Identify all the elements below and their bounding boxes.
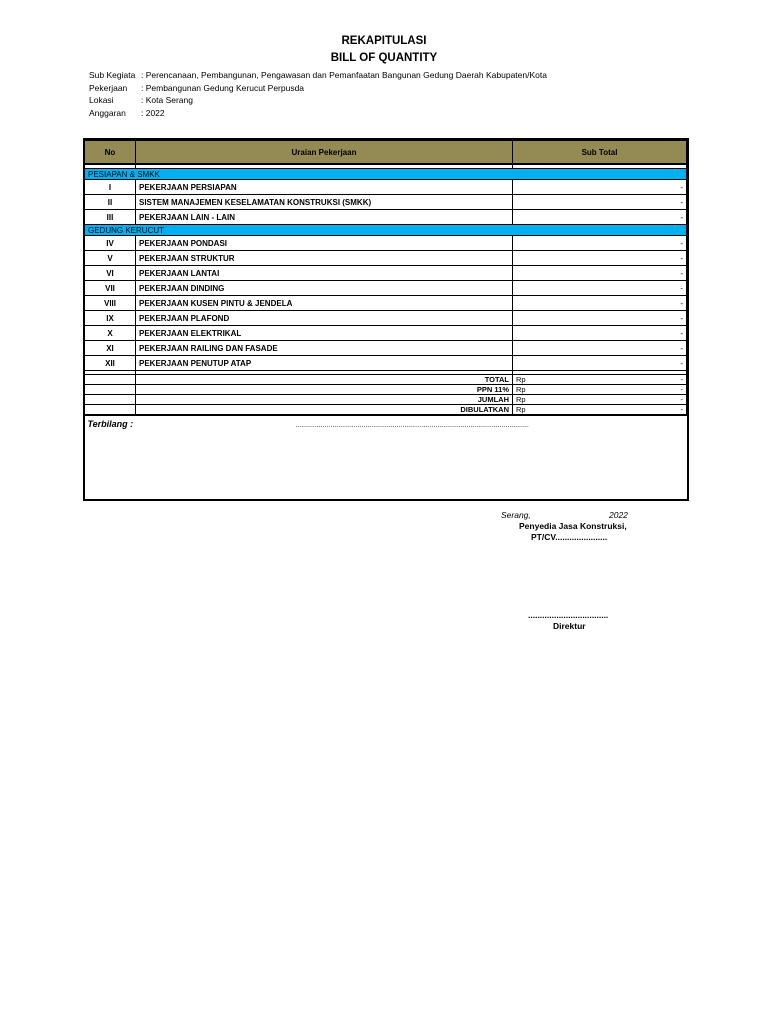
section-persiapan-items xyxy=(85,180,687,225)
item-description: PEKERJAAN LAIN - LAIN xyxy=(136,210,513,225)
summary-label: PPN 11% xyxy=(136,385,513,395)
meta-key: Sub Kegiata xyxy=(89,70,136,80)
table-row xyxy=(85,195,687,210)
item-description: PEKERJAAN PERSIAPAN xyxy=(136,180,513,195)
item-no: VIII xyxy=(85,296,136,311)
item-description: PEKERJAAN PONDASI xyxy=(136,236,513,251)
item-description: SISTEM MANAJEMEN KESELAMATAN KONSTRUKSI (SMKK) xyxy=(136,195,513,210)
summary-rows xyxy=(85,375,687,416)
meta-value: : Pembangunan Gedung Kerucut Perpusda xyxy=(141,82,305,93)
table-row xyxy=(85,180,687,195)
sign-provider: Penyedia Jasa Konstruksi, xyxy=(519,521,627,531)
summary-currency: Rp xyxy=(516,385,526,394)
item-subtotal: - xyxy=(513,281,687,296)
item-no: III xyxy=(85,210,136,225)
meta-value: : Perencanaan, Pembangunan, Pengawasan dan Pemanfaatan Bangunan Gedung Daerah Kabupaten/Kota xyxy=(141,70,547,80)
item-description: PEKERJAAN KUSEN PINTU & JENDELA xyxy=(136,296,513,311)
item-subtotal: - xyxy=(513,341,687,356)
item-description: PEKERJAAN RAILING DAN FASADE xyxy=(136,341,513,356)
item-subtotal: - xyxy=(513,266,687,281)
meta-value: : Kota Serang xyxy=(141,95,193,106)
section-header xyxy=(85,225,687,236)
item-description: PEKERJAAN PENUTUP ATAP xyxy=(136,356,513,371)
item-no: VII xyxy=(85,281,136,296)
item-no: XII xyxy=(85,356,136,371)
item-description: PEKERJAAN STRUKTUR xyxy=(136,251,513,266)
item-subtotal: - xyxy=(513,251,687,266)
summary-value: - xyxy=(680,395,683,404)
header-uraian: Uraian Pekerjaan xyxy=(136,140,513,164)
summary-currency: Rp xyxy=(516,375,526,384)
table-row xyxy=(85,236,687,251)
boq-table xyxy=(84,139,687,432)
item-no: I xyxy=(85,180,136,195)
summary-currency: Rp xyxy=(516,395,526,404)
table-row xyxy=(85,356,687,371)
terbilang-value: ........................................................................................................................ xyxy=(295,422,529,429)
item-subtotal: - xyxy=(513,210,687,225)
document-subtitle: BILL OF QUANTITY xyxy=(330,52,438,64)
table-header xyxy=(85,140,687,164)
item-subtotal: - xyxy=(513,195,687,210)
item-subtotal: - xyxy=(513,236,687,251)
header-no: No xyxy=(85,140,136,164)
table-row xyxy=(85,326,687,341)
item-subtotal: - xyxy=(513,296,687,311)
sign-place: Serang, xyxy=(501,510,531,520)
section-title: GEDUNG KERUCUT xyxy=(85,225,687,236)
summary-row xyxy=(85,385,687,395)
item-no: IX xyxy=(85,311,136,326)
summary-label: TOTAL xyxy=(136,375,513,385)
meta-value: : 2022 xyxy=(141,107,165,118)
terbilang-row xyxy=(85,415,687,432)
item-subtotal: - xyxy=(513,180,687,195)
meta-row-anggaran xyxy=(89,107,547,120)
item-description: PEKERJAAN PLAFOND xyxy=(136,311,513,326)
item-no: XI xyxy=(85,341,136,356)
summary-label: JUMLAH xyxy=(136,395,513,405)
table-row xyxy=(85,341,687,356)
summary-label: DIBULATKAN xyxy=(136,405,513,416)
header-subtotal: Sub Total xyxy=(513,140,687,164)
table-row xyxy=(85,210,687,225)
table-row xyxy=(85,296,687,311)
table-row xyxy=(85,266,687,281)
meta-key: Lokasi xyxy=(89,95,114,106)
item-description: PEKERJAAN ELEKTRIKAL xyxy=(136,326,513,341)
table-row xyxy=(85,281,687,296)
sign-name-line: .................................. xyxy=(528,610,609,620)
document-title: REKAPITULASI xyxy=(341,35,427,47)
summary-row xyxy=(85,395,687,405)
terbilang-label: Terbilang : xyxy=(87,419,134,429)
section-title: PESIAPAN & SMKK xyxy=(85,169,687,180)
meta-key: Pekerjaan xyxy=(89,82,128,93)
meta-row-sub-kegiatan xyxy=(89,69,547,82)
sign-year: 2022 xyxy=(609,510,628,520)
section-gedung-items xyxy=(85,236,687,371)
item-description: PEKERJAAN LANTAI xyxy=(136,266,513,281)
meta-row-lokasi xyxy=(89,94,547,107)
sign-position: Direktur xyxy=(553,621,586,631)
sign-company: PT/CV...................... xyxy=(531,532,608,542)
item-no: VI xyxy=(85,266,136,281)
item-subtotal: - xyxy=(513,326,687,341)
summary-value: - xyxy=(680,405,683,414)
item-no: IV xyxy=(85,236,136,251)
summary-value: - xyxy=(680,375,683,384)
item-description: PEKERJAAN DINDING xyxy=(136,281,513,296)
item-no: II xyxy=(85,195,136,210)
table-row xyxy=(85,311,687,326)
project-info xyxy=(89,69,547,119)
item-no: V xyxy=(85,251,136,266)
item-no: X xyxy=(85,326,136,341)
summary-row xyxy=(85,375,687,385)
summary-currency: Rp xyxy=(516,405,526,414)
table-row xyxy=(85,251,687,266)
meta-row-pekerjaan xyxy=(89,82,547,95)
meta-key: Anggaran xyxy=(89,107,126,118)
item-subtotal: - xyxy=(513,311,687,326)
item-subtotal: - xyxy=(513,356,687,371)
summary-value: - xyxy=(680,385,683,394)
section-header xyxy=(85,169,687,180)
summary-row xyxy=(85,405,687,416)
